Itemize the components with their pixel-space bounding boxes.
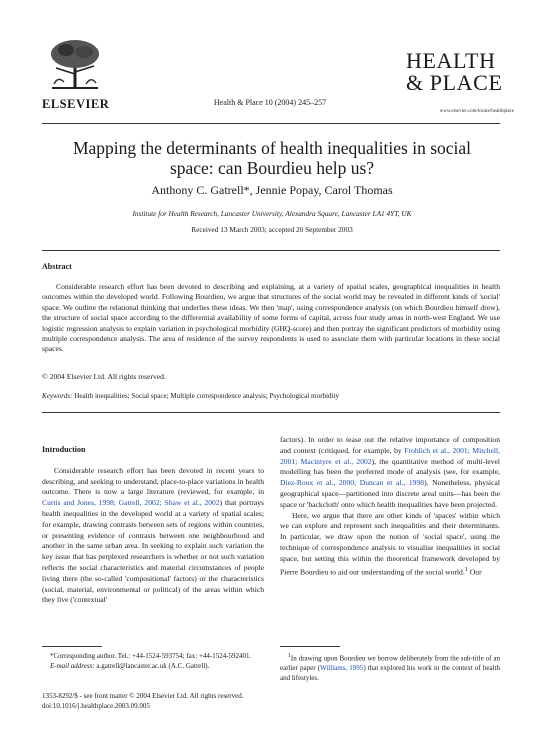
reference-link[interactable]: Diez-Roux et al., 2000; Duncan et al., 1998 [280, 478, 425, 488]
corresponding-author-note: *Corresponding author. Tel.: +44-1524-593754; fax: +44-1524-592401. E-mail address: a.gatrell@lancaster.ac.uk (A.C. Gatrell). [50, 652, 252, 670]
elsevier-tree-icon [46, 38, 104, 90]
email-label: E-mail address: [50, 662, 95, 670]
issn-doi [42, 691, 342, 711]
issn-line: 1353-8292/$ - see front matter © 2004 Elsevier Ltd. All rights reserved. [42, 692, 244, 700]
reference-link[interactable]: Curtis and Jones, 1998; Gatrell, 2002; Shaw et al., 2002 [42, 498, 220, 508]
abstract-heading: Abstract [42, 262, 72, 271]
footnote-1: $^1$In drawing upon Bourdieu we borrow deliberately from the sub-title of an earlier paper (Williams, 1995) that explored his work in the context of health and lifestyles. [280, 653, 500, 683]
keywords-label: Keywords: [42, 392, 73, 400]
journal-url[interactable]: www.elsevier.com/locate/healthplace [439, 109, 514, 114]
journal-name-line2: & PLACE [406, 70, 503, 95]
reference-link[interactable]: Williams, 1995 [320, 664, 364, 673]
keywords-text: Health inequalities; Social space; Multiple correspondence analysis; Psychological morbidity [74, 392, 340, 400]
body-right-column [280, 435, 500, 578]
header-rule [42, 123, 500, 124]
abstract-text: Considerable research effort has been devoted to describing and explaining, at a variety of spatial scales, geographical inequalities in health outcomes within the developed world. Following Bourdieu, we argue that structures of the social world may be revealed in different kinds of 'social' space. We outline the relational thinking that underlies these ideas. We then 'map', using correspondence analysis (on which Bourdieu himself drew), the structure of social space according to the differential availability of some forms of capital, across four study areas in north-west England. We use logistic regression analysis to explain variation in psychological morbidity (GHQ-score) and then portray the significant predictors of morbidity using multiple correspondence analysis. The area of residence of the survey respondents is used to associate them with particular locations in these social spaces. [42, 282, 500, 354]
introduction-heading: Introduction [42, 445, 86, 454]
doi-line: doi:10.1016/j.healthplace.2003.09.005 [42, 702, 150, 710]
received-dates: Received 13 March 2003; accepted 20 September 2003 [191, 225, 353, 234]
journal-citation: Health & Place 10 (2004) 245–257 [213, 98, 327, 107]
publisher-logo [42, 38, 130, 112]
abstract-bottom-rule [42, 412, 500, 413]
journal-name-line1: HEALTH [406, 48, 496, 73]
footnote-rule-right [280, 646, 340, 647]
author-affiliation: Institute for Health Research, Lancaster University, Alexandra Square, Lancaster LA1 4YT, UK [132, 209, 412, 218]
article-authors: Anthony C. Gatrell*, Jennie Popay, Carol Thomas [151, 183, 393, 197]
reference-link[interactable]: Frohlich et al., 2001; Mitchell, 2001; Macintyre et al., 2002 [280, 445, 500, 466]
footnote-marker[interactable]: 1 [464, 565, 468, 573]
abstract-top-rule [42, 250, 500, 251]
article-title: Mapping the determinants of health inequalities in social space: can Bourdieu help us? [72, 138, 472, 178]
intro-paragraph-2: Here, we argue that there are other kinds of 'spaces' within which we can explore and represent such inequalities and their determinants. In particular, we draw upon the notion of 'social space', using the technique of correspondence analysis to visualise inequalities in social space, but setting this within the theoretical framework developed by Pierre Bourdieu to aid our understanding of the social world.$^1$ Our [280, 510, 500, 577]
intro-paragraph-1-continued: factors). In order to tease out the relative importance of composition and context (critiqued, for example, by Frohlich et al., 2001; Mitchell, 2001; Macintyre et al., 2002), the quantitative method of multi-level modelling has been the preferred mode of analysis (see, for example, Diez-Roux et al., 2000; Duncan et al., 1998). Nonetheless, physical geographical space—partitioned into discrete areal units—has been the space or 'backcloth' onto which health inequalities have been projected. [280, 435, 500, 509]
publisher-name: ELSEVIER [42, 97, 110, 111]
intro-paragraph-1: Considerable research effort has been devoted in recent years to describing, and seeking to understand, place-to-place variations in health outcome. There is now a large literature (reviewed, for example, in Curtis and Jones, 1998; Gatrell, 2002; Shaw et al., 2002) that portrays health inequalities in the developed world at a variety of spatial scales; for example, drawing contrasts between sets of regions within countries, or presenting evidence of contrasts between one neighbourhood and another in the same urban area. In seeking to explain such variation the key issue that has perplexed researchers is whether or not such variation reflects the social characteristics and material circumstances of people living there (the so-called 'compositional' factors) or the characteristics (social, material, environmental or political) of the areas within which they live ('contextual' [42, 465, 264, 605]
body-left-column [42, 445, 264, 606]
footnote-rule-left [42, 646, 102, 647]
email-address[interactable]: a.gatrell@lancaster.ac.uk (A.C. Gatrell). [94, 662, 210, 670]
keywords [42, 392, 500, 400]
journal-logo [406, 50, 514, 94]
copyright-notice: © 2004 Elsevier Ltd. All rights reserved. [42, 372, 166, 381]
